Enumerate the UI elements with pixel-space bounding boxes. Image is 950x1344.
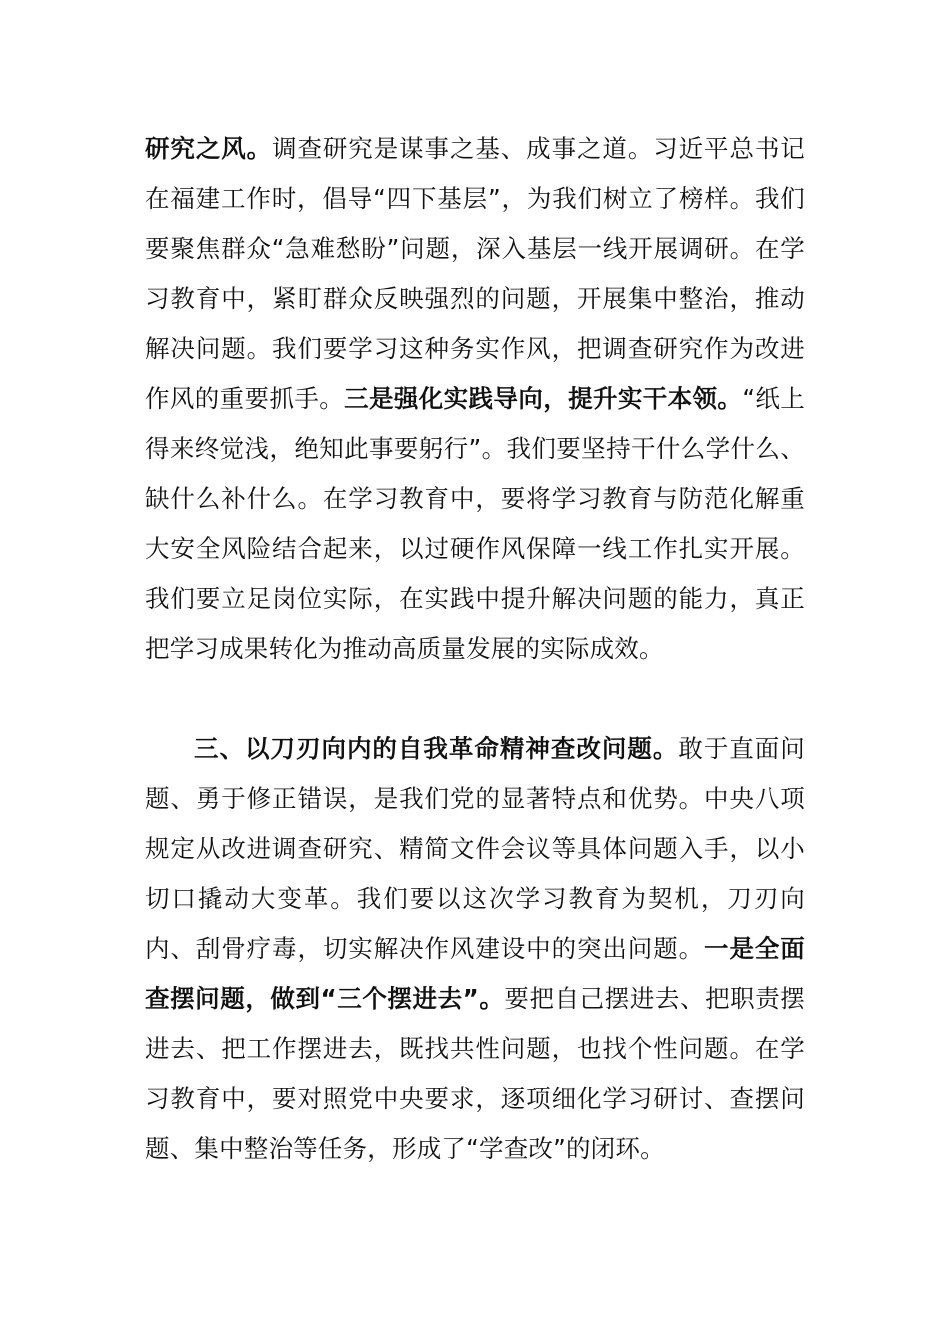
- section-heading-self-revolution: 三、以刀刃向内的自我革命精神查改问题。: [194, 734, 679, 763]
- bold-heading-practice-orientation: 三是强化实践导向，提升实干本领。: [344, 384, 743, 413]
- bold-heading-research-style: 研究之风。: [145, 134, 273, 163]
- body-text: “纸上得来终觉浅，绝知此事要躬行”。我们要坚持干什么学什么、缺什么补什么。在学习教育中，要将学习教育与防范化解重大安全风险结合起来，以过硬作风保障一线工作扎实开展。我们要立足岗位实际，在实践中提升解决问题的能力，真正把学习成果转化为推动高质量发展的实际成效。: [145, 384, 805, 663]
- paragraph-1: [145, 124, 805, 674]
- body-text: 调查研究是谋事之基、成事之道。习近平总书记在福建工作时，倡导“四下基层”，为我们树立了榜样。我们要聚焦群众“急难愁盼”问题，深入基层一线开展调研。在学习教育中，紧盯群众反映强烈的问题，开展集中整治，推动解决问题。我们要学习这种务实作风，把调查研究作为改进作风的重要抓手。: [145, 134, 805, 413]
- paragraph-2: [145, 724, 805, 1174]
- body-text: 要把自己摆进去、把职责摆进去、把工作摆进去，既找共性问题，也找个性问题。在学习教育中，要对照党中央要求，逐项细化学习研讨、查摆问题、集中整治等任务，形成了“学查改”的闭环。: [145, 984, 806, 1163]
- body-text: 敢于直面问题、勇于修正错误，是我们党的显著特点和优势。中央八项规定从改进调查研究、精简文件会议等具体问题入手，以小切口撬动大变革。我们要以这次学习教育为契机，刀刃向内、刮骨疗毒，切实解决作风建设中的突出问题。: [145, 734, 805, 963]
- document-page: [145, 124, 805, 1174]
- bold-heading-three-into: 一是全面查摆问题，做到“三个摆进去”。: [145, 934, 805, 1013]
